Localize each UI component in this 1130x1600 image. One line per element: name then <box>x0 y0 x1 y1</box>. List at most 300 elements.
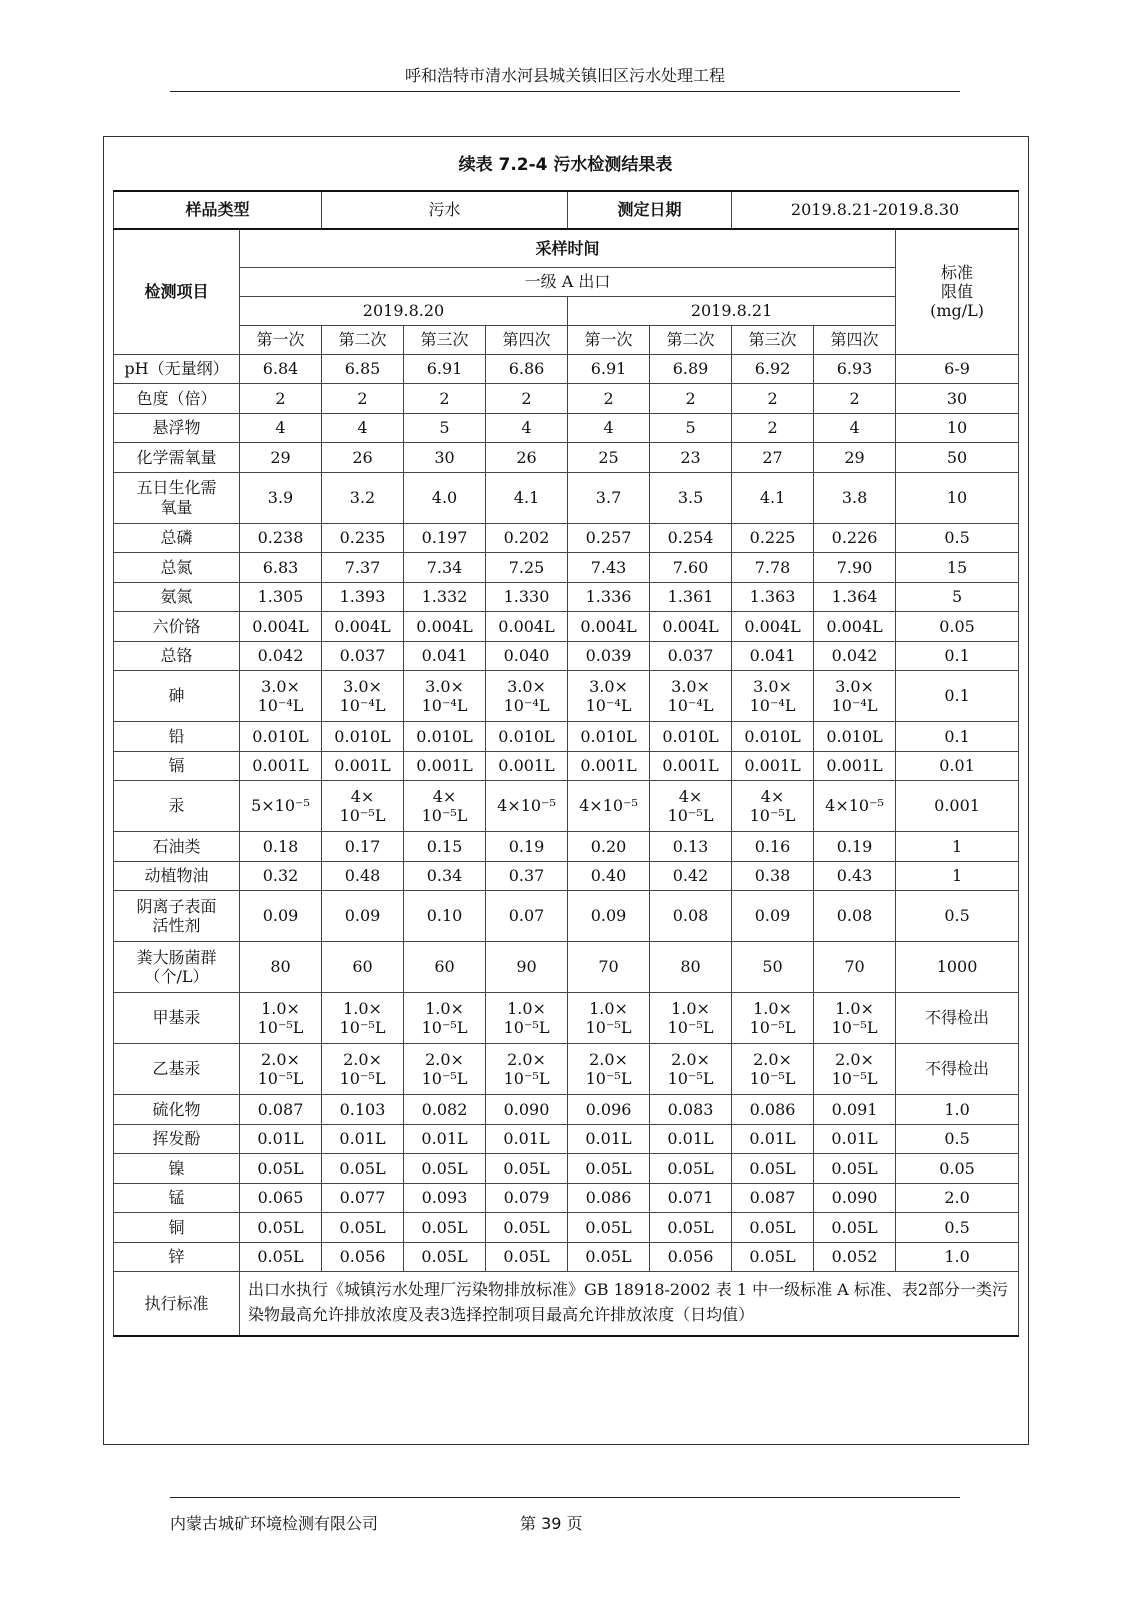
value-text: 2.0× <box>671 1049 710 1069</box>
value-cell <box>814 1095 896 1125</box>
value-text: 0.05L <box>421 1158 468 1178</box>
limit-cell: 10 <box>896 413 1019 443</box>
value-text: 26 <box>352 447 373 467</box>
value-text: 2.0× <box>835 1049 874 1069</box>
value-text: 0.004L <box>580 616 637 636</box>
value-text: 4×10⁻⁵ <box>825 796 884 816</box>
standard-text: 出口水执行《城镇污水处理厂污染物排放标准》GB 18918-2002 表 1 中一级标准 A 标准、表2部分一类污染物最高允许排放浓度及表3选择控制项目最高允许排放浓度（日均值） <box>240 1272 1019 1336</box>
value-cell <box>240 1183 322 1213</box>
value-cell <box>486 1044 568 1095</box>
value-cell <box>240 993 322 1044</box>
value-cell <box>732 1044 814 1095</box>
time-header: 第一次 <box>240 325 322 354</box>
value-text: 1.0× <box>507 998 546 1018</box>
value-text: 29 <box>844 447 865 467</box>
value-cell <box>404 832 486 862</box>
time-header: 第三次 <box>732 325 814 354</box>
value-text: 1.361 <box>667 587 714 607</box>
value-text: 2.0× <box>753 1049 792 1069</box>
value-cell <box>814 993 896 1044</box>
value-text: 10⁻⁵L <box>667 1018 714 1037</box>
value-cell <box>322 993 404 1044</box>
value-text: 4.1 <box>513 487 540 507</box>
value-text: 50 <box>762 957 783 977</box>
value-cell <box>486 751 568 781</box>
item-name-cell <box>114 443 240 473</box>
limit-cell: 10 <box>896 472 1019 523</box>
value-text: 0.041 <box>749 646 796 666</box>
page-header-title: 呼和浩特市清水河县城关镇旧区污水处理工程 <box>404 66 725 85</box>
value-text: 0.041 <box>421 646 468 666</box>
value-text: 3.2 <box>349 487 376 507</box>
header-row-4 <box>114 325 1019 354</box>
value-cell <box>732 1124 814 1154</box>
value-cell <box>732 384 814 414</box>
value-cell <box>650 523 732 553</box>
item-name-cell <box>114 384 240 414</box>
value-text: 0.16 <box>754 836 791 856</box>
value-text: 2 <box>767 418 778 438</box>
value-text: 25 <box>598 447 619 467</box>
item-name: 悬浮物 <box>152 418 201 438</box>
table-row <box>114 413 1019 443</box>
time-header: 第四次 <box>814 325 896 354</box>
standard-row <box>114 1272 1019 1336</box>
value-text: 0.093 <box>421 1188 468 1208</box>
value-cell <box>486 832 568 862</box>
value-text: 0.05L <box>421 1247 468 1267</box>
value-text: 0.05L <box>585 1158 632 1178</box>
value-cell <box>568 942 650 993</box>
value-text: 0.40 <box>590 866 627 886</box>
value-text: 0.004L <box>826 616 883 636</box>
value-text: 4 <box>521 418 532 438</box>
value-cell <box>732 891 814 942</box>
value-cell <box>240 1124 322 1154</box>
value-text: 6.83 <box>262 557 299 577</box>
item-name: 砷 <box>168 686 185 706</box>
value-text: 7.90 <box>836 557 873 577</box>
value-text: 0.004L <box>662 616 719 636</box>
value-text: 0.079 <box>503 1188 550 1208</box>
value-text: 1.363 <box>749 587 796 607</box>
value-cell <box>814 891 896 942</box>
value-cell <box>732 993 814 1044</box>
value-cell <box>486 384 568 414</box>
value-cell <box>486 1124 568 1154</box>
item-name-cell <box>114 472 240 523</box>
item-name: 硫化物 <box>152 1099 201 1119</box>
value-cell <box>568 891 650 942</box>
value-text: 0.225 <box>749 528 796 548</box>
value-text: 0.103 <box>339 1099 386 1119</box>
value-text: 0.087 <box>749 1188 796 1208</box>
value-text: 2.0× <box>261 1049 300 1069</box>
value-cell <box>404 722 486 752</box>
value-text: 0.001L <box>498 756 555 776</box>
value-text: 3.0× <box>753 676 792 696</box>
table-row <box>114 781 1019 832</box>
value-cell <box>404 413 486 443</box>
value-text: 23 <box>680 447 701 467</box>
value-text: 2.0× <box>589 1049 628 1069</box>
limit-cell: 6-9 <box>896 354 1019 384</box>
value-cell <box>486 993 568 1044</box>
value-cell <box>240 1242 322 1272</box>
item-name: 甲基汞 <box>152 1008 201 1028</box>
limit-cell: 0.1 <box>896 722 1019 752</box>
value-cell <box>814 832 896 862</box>
limit-cell: 0.1 <box>896 641 1019 671</box>
value-text: 80 <box>270 957 291 977</box>
value-cell <box>568 1154 650 1184</box>
value-text: 0.010L <box>580 726 637 746</box>
value-cell <box>486 891 568 942</box>
item-name-cell <box>114 861 240 891</box>
table-row <box>114 354 1019 384</box>
value-text: 1.0× <box>261 998 300 1018</box>
value-text: 2 <box>849 388 860 408</box>
value-text: 7.60 <box>672 557 709 577</box>
time-header: 第四次 <box>486 325 568 354</box>
value-text: 2 <box>685 388 696 408</box>
value-text: 2.0× <box>425 1049 464 1069</box>
value-text: 0.05L <box>421 1217 468 1237</box>
value-cell <box>650 671 732 722</box>
value-text: 0.09 <box>754 906 791 926</box>
value-cell <box>568 612 650 642</box>
standard-limit-header <box>896 229 1019 354</box>
value-cell <box>814 781 896 832</box>
value-cell <box>814 354 896 384</box>
value-text: 7.43 <box>590 557 627 577</box>
value-cell <box>568 384 650 414</box>
value-text: 10⁻⁵L <box>667 1069 714 1088</box>
value-text: 0.004L <box>498 616 555 636</box>
value-text: 26 <box>516 447 537 467</box>
item-name: 活性剂 <box>152 916 201 935</box>
value-cell <box>650 781 732 832</box>
value-text: 0.05L <box>667 1217 714 1237</box>
value-cell <box>650 354 732 384</box>
value-text: 3.0× <box>835 676 874 696</box>
value-text: 1.0× <box>425 998 464 1018</box>
value-cell <box>568 751 650 781</box>
sampling-time-header: 采样时间 <box>240 229 896 267</box>
value-cell <box>404 472 486 523</box>
value-text: 0.08 <box>672 906 709 926</box>
item-name: 铜 <box>168 1217 185 1237</box>
item-name-cell <box>114 891 240 942</box>
value-cell <box>732 582 814 612</box>
value-text: 1.336 <box>585 587 632 607</box>
value-cell <box>650 443 732 473</box>
value-text: 0.20 <box>590 836 627 856</box>
value-text: 0.071 <box>667 1188 714 1208</box>
value-cell <box>240 553 322 583</box>
value-cell <box>650 861 732 891</box>
table-row <box>114 443 1019 473</box>
value-cell <box>240 354 322 384</box>
value-text: 0.090 <box>831 1188 878 1208</box>
value-cell <box>322 832 404 862</box>
value-text: 10⁻⁵L <box>831 1018 878 1037</box>
value-text: 1.0× <box>589 998 628 1018</box>
value-text: 0.05L <box>339 1217 386 1237</box>
value-text: 10⁻⁴L <box>421 696 468 715</box>
value-text: 0.05L <box>257 1158 304 1178</box>
value-cell <box>404 671 486 722</box>
value-cell <box>814 671 896 722</box>
value-cell <box>486 1154 568 1184</box>
header-row-1 <box>114 229 1019 267</box>
item-name: 挥发酚 <box>152 1129 201 1149</box>
value-text: 0.13 <box>672 836 709 856</box>
value-text: 0.01L <box>503 1129 550 1149</box>
value-cell <box>814 472 896 523</box>
value-text: 0.037 <box>339 646 386 666</box>
value-text: 29 <box>270 447 291 467</box>
value-text: 0.05L <box>749 1247 796 1267</box>
value-cell <box>322 861 404 891</box>
value-cell <box>486 1242 568 1272</box>
value-text: 10⁻⁵L <box>831 1069 878 1088</box>
value-cell <box>568 641 650 671</box>
value-text: 5×10⁻⁵ <box>251 796 310 816</box>
value-text: 1.0× <box>753 998 792 1018</box>
item-name-cell <box>114 523 240 553</box>
value-cell <box>568 781 650 832</box>
value-text: 3.0× <box>507 676 546 696</box>
value-text: 10⁻⁴L <box>749 696 796 715</box>
value-cell <box>404 354 486 384</box>
limit-cell: 50 <box>896 443 1019 473</box>
value-text: 0.056 <box>667 1247 714 1267</box>
value-text: 0.32 <box>262 866 299 886</box>
value-cell <box>650 993 732 1044</box>
value-text: 0.05L <box>831 1158 878 1178</box>
value-cell <box>568 472 650 523</box>
table-row <box>114 993 1019 1044</box>
value-cell <box>732 553 814 583</box>
value-cell <box>814 523 896 553</box>
value-text: 0.01L <box>831 1129 878 1149</box>
value-cell <box>650 384 732 414</box>
value-text: 10⁻⁵L <box>339 806 386 825</box>
value-text: 4×10⁻⁵ <box>497 796 556 816</box>
value-cell <box>814 722 896 752</box>
value-text: 10⁻⁵L <box>421 1069 468 1088</box>
value-cell <box>732 523 814 553</box>
value-cell <box>404 612 486 642</box>
item-name: 镍 <box>168 1158 185 1178</box>
item-name-cell <box>114 1154 240 1184</box>
value-cell <box>240 751 322 781</box>
date-label: 测定日期 <box>568 191 732 229</box>
value-text: 2.0× <box>507 1049 546 1069</box>
item-name: 乙基汞 <box>152 1059 201 1079</box>
value-cell <box>814 582 896 612</box>
item-name-cell <box>114 553 240 583</box>
table-row <box>114 641 1019 671</box>
value-text: 0.037 <box>667 646 714 666</box>
value-text: 70 <box>598 957 619 977</box>
item-name-cell <box>114 582 240 612</box>
value-text: 6.92 <box>754 359 791 379</box>
item-name-cell <box>114 671 240 722</box>
value-text: 10⁻⁵L <box>503 1069 550 1088</box>
value-cell <box>404 942 486 993</box>
value-text: 1.364 <box>831 587 878 607</box>
value-text: 0.19 <box>508 836 545 856</box>
item-name: 氧量 <box>160 497 193 517</box>
value-text: 0.09 <box>262 906 299 926</box>
value-cell <box>650 612 732 642</box>
value-text: 0.010L <box>744 726 801 746</box>
value-cell <box>404 751 486 781</box>
value-cell <box>486 612 568 642</box>
value-cell <box>568 1124 650 1154</box>
value-cell <box>650 472 732 523</box>
item-name: 化学需氧量 <box>136 447 217 467</box>
item-name: 六价铬 <box>152 616 201 636</box>
value-cell <box>814 1124 896 1154</box>
limit-cell: 0.05 <box>896 1154 1019 1184</box>
limit-cell: 15 <box>896 553 1019 583</box>
value-text: 0.040 <box>503 646 550 666</box>
value-text: 3.5 <box>677 487 704 507</box>
value-text: 10⁻⁴L <box>667 696 714 715</box>
time-header: 第一次 <box>568 325 650 354</box>
value-text: 0.004L <box>252 616 309 636</box>
value-cell <box>322 722 404 752</box>
value-text: 1.393 <box>339 587 386 607</box>
value-text: 30 <box>434 447 455 467</box>
value-text: 10⁻⁴L <box>831 696 878 715</box>
value-text: 0.010L <box>826 726 883 746</box>
value-text: 0.001L <box>826 756 883 776</box>
value-text: 3.7 <box>595 487 622 507</box>
value-text: 4 <box>275 418 286 438</box>
value-cell <box>240 1095 322 1125</box>
item-name-cell <box>114 751 240 781</box>
table-row <box>114 1044 1019 1095</box>
value-text: 0.052 <box>831 1247 878 1267</box>
item-name: 汞 <box>168 796 185 816</box>
value-cell <box>486 671 568 722</box>
value-cell <box>732 942 814 993</box>
value-text: 60 <box>434 957 455 977</box>
item-name: 镉 <box>168 756 185 776</box>
value-text: 0.01L <box>421 1129 468 1149</box>
value-cell <box>486 582 568 612</box>
value-text: 10⁻⁴L <box>339 696 386 715</box>
value-cell <box>404 443 486 473</box>
value-text: 0.010L <box>662 726 719 746</box>
outlet-header: 一级 A 出口 <box>240 267 896 296</box>
value-text: 0.01L <box>667 1129 714 1149</box>
value-cell <box>322 384 404 414</box>
value-cell <box>732 751 814 781</box>
table-row <box>114 1183 1019 1213</box>
value-cell <box>568 861 650 891</box>
value-cell <box>240 472 322 523</box>
value-text: 10⁻⁵L <box>257 1018 304 1037</box>
value-text: 0.37 <box>508 866 545 886</box>
value-text: 0.238 <box>257 528 304 548</box>
value-text: 4× <box>432 786 457 806</box>
value-text: 2 <box>275 388 286 408</box>
standard-header-line: (mg/L) <box>930 301 984 321</box>
value-text: 3.0× <box>343 676 382 696</box>
value-text: 0.09 <box>344 906 381 926</box>
item-name: 色度（倍） <box>136 388 217 408</box>
value-text: 0.001L <box>252 756 309 776</box>
item-name: 粪大肠菌群 <box>136 947 217 967</box>
value-cell <box>814 1213 896 1243</box>
value-text: 0.05L <box>503 1247 550 1267</box>
value-cell <box>650 942 732 993</box>
value-cell <box>486 553 568 583</box>
date-header: 2019.8.21 <box>568 296 896 325</box>
value-text: 0.087 <box>257 1099 304 1119</box>
value-text: 4× <box>350 786 375 806</box>
date-range-value: 2019.8.21-2019.8.30 <box>732 191 1019 229</box>
value-text: 0.05L <box>503 1217 550 1237</box>
value-cell <box>240 413 322 443</box>
value-text: 6.84 <box>262 359 299 379</box>
limit-cell: 0.5 <box>896 1124 1019 1154</box>
item-name-cell <box>114 354 240 384</box>
value-cell <box>404 1183 486 1213</box>
value-cell <box>404 1213 486 1243</box>
value-cell <box>486 1183 568 1213</box>
value-cell <box>732 472 814 523</box>
item-name: 动植物油 <box>144 866 209 886</box>
value-text: 0.48 <box>344 866 381 886</box>
value-cell <box>240 582 322 612</box>
value-cell <box>568 1044 650 1095</box>
value-cell <box>732 641 814 671</box>
value-cell <box>240 861 322 891</box>
value-text: 0.19 <box>836 836 873 856</box>
value-text: 0.05L <box>585 1217 632 1237</box>
limit-cell: 0.5 <box>896 1213 1019 1243</box>
value-text: 0.004L <box>334 616 391 636</box>
value-cell <box>486 354 568 384</box>
limit-cell: 1000 <box>896 942 1019 993</box>
value-text: 0.042 <box>831 646 878 666</box>
table-row <box>114 751 1019 781</box>
value-cell <box>732 1154 814 1184</box>
limit-cell: 0.5 <box>896 891 1019 942</box>
value-cell <box>814 1044 896 1095</box>
value-cell <box>240 891 322 942</box>
value-cell <box>322 582 404 612</box>
value-cell <box>650 722 732 752</box>
table-row <box>114 612 1019 642</box>
value-text: 0.09 <box>590 906 627 926</box>
limit-cell: 0.1 <box>896 671 1019 722</box>
value-cell <box>486 861 568 891</box>
item-name-cell <box>114 1124 240 1154</box>
value-text: 2 <box>603 388 614 408</box>
value-text: 10⁻⁵L <box>585 1018 632 1037</box>
value-text: 2 <box>357 388 368 408</box>
table-row <box>114 671 1019 722</box>
value-cell <box>322 1242 404 1272</box>
limit-cell: 0.001 <box>896 781 1019 832</box>
